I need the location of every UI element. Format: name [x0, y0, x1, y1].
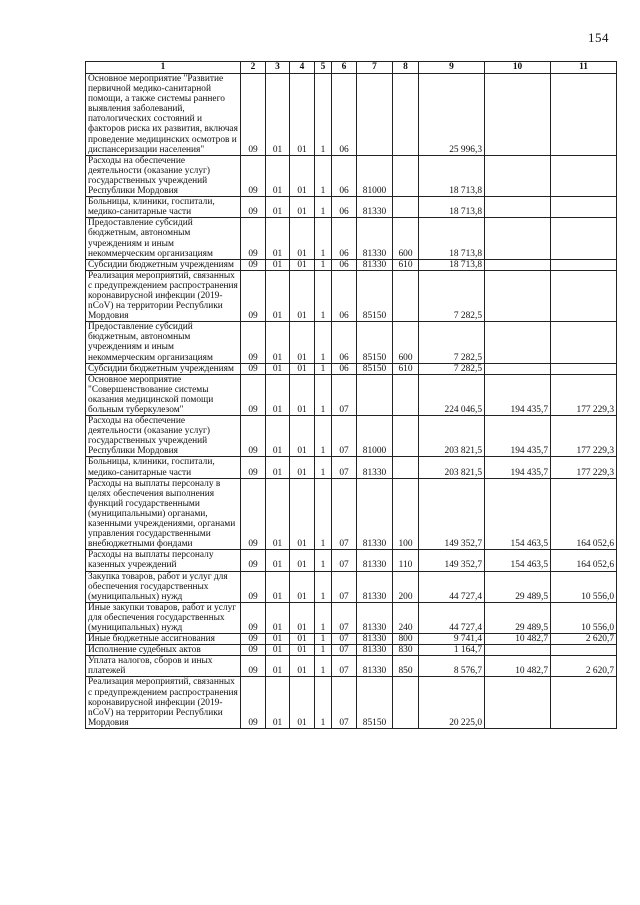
- row-name: Больницы, клиники, госпитали, медико-санитарные части: [86, 457, 241, 478]
- code-cell: 85150: [357, 322, 393, 363]
- amount-cell: 18 713,8: [419, 197, 485, 218]
- code-cell: 600: [393, 322, 419, 363]
- table-row: [86, 322, 617, 363]
- amount-cell: 18 713,8: [419, 155, 485, 196]
- amount-cell: 154 463,5: [485, 478, 551, 550]
- code-cell: 1: [315, 645, 332, 656]
- code-cell: 85150: [357, 363, 393, 374]
- code-cell: 1: [315, 602, 332, 633]
- code-cell: 01: [266, 457, 290, 478]
- amount-cell: 29 489,5: [485, 602, 551, 633]
- code-cell: 01: [290, 374, 315, 415]
- code-cell: 09: [241, 197, 266, 218]
- code-cell: [357, 374, 393, 415]
- code-cell: 81000: [357, 155, 393, 196]
- code-cell: 110: [393, 550, 419, 571]
- code-cell: 09: [241, 634, 266, 645]
- table-row: [86, 363, 617, 374]
- code-cell: 1: [315, 656, 332, 677]
- code-cell: 01: [266, 374, 290, 415]
- code-cell: 01: [290, 270, 315, 321]
- code-cell: 85150: [357, 270, 393, 321]
- row-name: Уплата налогов, сборов и иных платежей: [86, 656, 241, 677]
- code-cell: 01: [266, 270, 290, 321]
- amount-cell: 10 556,0: [551, 571, 617, 602]
- row-name: Расходы на выплаты персоналу казенных учреждений: [86, 550, 241, 571]
- code-cell: 81330: [357, 197, 393, 218]
- table-row: [86, 74, 617, 156]
- code-cell: 07: [332, 634, 357, 645]
- amount-cell: 149 352,7: [419, 550, 485, 571]
- code-cell: [393, 155, 419, 196]
- code-cell: 01: [266, 197, 290, 218]
- amount-cell: [551, 155, 617, 196]
- table-row: [86, 645, 617, 656]
- code-cell: [393, 457, 419, 478]
- row-name: Расходы на обеспечение деятельности (оказание услуг) государственных учреждений Республики Мордовия: [86, 416, 241, 457]
- table-row: [86, 634, 617, 645]
- code-cell: 800: [393, 634, 419, 645]
- col-header: 6: [332, 62, 357, 74]
- row-name: Больницы, клиники, госпитали, медико-санитарные части: [86, 197, 241, 218]
- code-cell: 09: [241, 374, 266, 415]
- amount-cell: [485, 155, 551, 196]
- amount-cell: [551, 677, 617, 728]
- amount-cell: 10 482,7: [485, 656, 551, 677]
- code-cell: 1: [315, 416, 332, 457]
- code-cell: 01: [266, 677, 290, 728]
- code-cell: 81000: [357, 416, 393, 457]
- code-cell: 01: [290, 416, 315, 457]
- amount-cell: [551, 74, 617, 156]
- code-cell: 01: [290, 571, 315, 602]
- amount-cell: 18 713,8: [419, 259, 485, 270]
- col-header: 7: [357, 62, 393, 74]
- code-cell: 07: [332, 602, 357, 633]
- code-cell: 07: [332, 645, 357, 656]
- amount-cell: 7 282,5: [419, 270, 485, 321]
- code-cell: 01: [266, 259, 290, 270]
- code-cell: 01: [266, 550, 290, 571]
- table-row: [86, 478, 617, 550]
- code-cell: 850: [393, 656, 419, 677]
- table-row: [86, 457, 617, 478]
- row-name: Реализация мероприятий, связанных с предупреждением распространения коронавирусной инфекции (2019-nCoV) на территории Республики Мордовия: [86, 270, 241, 321]
- code-cell: 01: [290, 677, 315, 728]
- code-cell: 01: [266, 363, 290, 374]
- amount-cell: 194 435,7: [485, 457, 551, 478]
- table-row: [86, 155, 617, 196]
- table-row: [86, 550, 617, 571]
- code-cell: 610: [393, 363, 419, 374]
- row-name: Реализация мероприятий, связанных с предупреждением распространения коронавирусной инфекции (2019-nCoV) на территории Республики Мордовия: [86, 677, 241, 728]
- table-row: [86, 374, 617, 415]
- code-cell: 1: [315, 322, 332, 363]
- row-name: Расходы на выплаты персоналу в целях обеспечения выполнения функций государственными (муниципальными) органами, казенными учреждениями, органами управления государственными внебюджетными фондами: [86, 478, 241, 550]
- code-cell: 1: [315, 457, 332, 478]
- amount-cell: 2 620,7: [551, 656, 617, 677]
- code-cell: 200: [393, 571, 419, 602]
- amount-cell: [551, 270, 617, 321]
- code-cell: 01: [266, 416, 290, 457]
- code-cell: 09: [241, 550, 266, 571]
- amount-cell: [485, 270, 551, 321]
- code-cell: 06: [332, 270, 357, 321]
- amount-cell: 10 556,0: [551, 602, 617, 633]
- amount-cell: [551, 363, 617, 374]
- code-cell: 01: [290, 602, 315, 633]
- code-cell: 01: [290, 155, 315, 196]
- code-cell: 07: [332, 478, 357, 550]
- row-name: Предоставление субсидий бюджетным, автономным учреждениям и иным некоммерческим организациям: [86, 322, 241, 363]
- code-cell: 1: [315, 74, 332, 156]
- col-header: 2: [241, 62, 266, 74]
- amount-cell: [485, 322, 551, 363]
- col-header: 1: [86, 62, 241, 74]
- code-cell: 01: [266, 155, 290, 196]
- code-cell: 81330: [357, 259, 393, 270]
- code-cell: 01: [290, 259, 315, 270]
- code-cell: 1: [315, 374, 332, 415]
- code-cell: 01: [290, 322, 315, 363]
- code-cell: 1: [315, 634, 332, 645]
- code-cell: 01: [266, 478, 290, 550]
- code-cell: 01: [290, 363, 315, 374]
- code-cell: 09: [241, 155, 266, 196]
- amount-cell: 164 052,6: [551, 550, 617, 571]
- code-cell: 09: [241, 656, 266, 677]
- code-cell: 600: [393, 218, 419, 259]
- code-cell: 1: [315, 363, 332, 374]
- amount-cell: 25 996,3: [419, 74, 485, 156]
- amount-cell: [485, 363, 551, 374]
- col-header: 9: [419, 62, 485, 74]
- code-cell: 09: [241, 270, 266, 321]
- budget-table: [85, 61, 617, 729]
- code-cell: 01: [290, 656, 315, 677]
- code-cell: 09: [241, 74, 266, 156]
- amount-cell: [485, 197, 551, 218]
- amount-cell: 18 713,8: [419, 218, 485, 259]
- code-cell: 85150: [357, 677, 393, 728]
- code-cell: 81330: [357, 550, 393, 571]
- code-cell: 01: [266, 645, 290, 656]
- row-name: Расходы на обеспечение деятельности (оказание услуг) государственных учреждений Республики Мордовия: [86, 155, 241, 196]
- code-cell: 01: [266, 602, 290, 633]
- amount-cell: 10 482,7: [485, 634, 551, 645]
- amount-cell: 2 620,7: [551, 634, 617, 645]
- code-cell: [393, 677, 419, 728]
- code-cell: 09: [241, 602, 266, 633]
- code-cell: [393, 197, 419, 218]
- col-header: 10: [485, 62, 551, 74]
- amount-cell: 9 741,4: [419, 634, 485, 645]
- col-header: 5: [315, 62, 332, 74]
- col-header: 4: [290, 62, 315, 74]
- amount-cell: 20 225,0: [419, 677, 485, 728]
- amount-cell: [551, 322, 617, 363]
- col-header: 3: [266, 62, 290, 74]
- amount-cell: 164 052,6: [551, 478, 617, 550]
- code-cell: 830: [393, 645, 419, 656]
- amount-cell: 8 576,7: [419, 656, 485, 677]
- code-cell: 1: [315, 677, 332, 728]
- code-cell: 09: [241, 322, 266, 363]
- amount-cell: [485, 218, 551, 259]
- amount-cell: 44 727,4: [419, 602, 485, 633]
- table-header-row: [86, 62, 617, 74]
- row-name: Закупка товаров, работ и услуг для обеспечения государственных (муниципальных) нужд: [86, 571, 241, 602]
- row-name: Субсидии бюджетным учреждениям: [86, 363, 241, 374]
- code-cell: 09: [241, 259, 266, 270]
- code-cell: 81330: [357, 571, 393, 602]
- amount-cell: 1 164,7: [419, 645, 485, 656]
- code-cell: 07: [332, 416, 357, 457]
- table-row: [86, 677, 617, 728]
- amount-cell: 177 229,3: [551, 374, 617, 415]
- code-cell: 1: [315, 155, 332, 196]
- amount-cell: [551, 259, 617, 270]
- code-cell: 01: [266, 656, 290, 677]
- col-header: 8: [393, 62, 419, 74]
- code-cell: 1: [315, 478, 332, 550]
- code-cell: 81330: [357, 634, 393, 645]
- code-cell: 07: [332, 374, 357, 415]
- amount-cell: 194 435,7: [485, 374, 551, 415]
- amount-cell: 203 821,5: [419, 457, 485, 478]
- amount-cell: [485, 259, 551, 270]
- code-cell: [393, 270, 419, 321]
- col-header: 11: [551, 62, 617, 74]
- table-row: [86, 218, 617, 259]
- table-row: [86, 416, 617, 457]
- row-name: Основное мероприятие "Совершенствование системы оказания медицинской помощи больным туберкулезом": [86, 374, 241, 415]
- code-cell: 09: [241, 457, 266, 478]
- code-cell: 01: [290, 74, 315, 156]
- amount-cell: 44 727,4: [419, 571, 485, 602]
- row-name: Предоставление субсидий бюджетным, автономным учреждениям и иным некоммерческим организациям: [86, 218, 241, 259]
- table-row: [86, 656, 617, 677]
- table-body: [86, 74, 617, 729]
- code-cell: 06: [332, 197, 357, 218]
- amount-cell: 203 821,5: [419, 416, 485, 457]
- code-cell: [393, 374, 419, 415]
- code-cell: 01: [290, 457, 315, 478]
- code-cell: 09: [241, 645, 266, 656]
- code-cell: 1: [315, 550, 332, 571]
- amount-cell: [485, 677, 551, 728]
- code-cell: 610: [393, 259, 419, 270]
- code-cell: 81330: [357, 478, 393, 550]
- row-name: Субсидии бюджетным учреждениям: [86, 259, 241, 270]
- amount-cell: [551, 645, 617, 656]
- code-cell: 1: [315, 259, 332, 270]
- amount-cell: 177 229,3: [551, 457, 617, 478]
- row-name: Исполнение судебных актов: [86, 645, 241, 656]
- code-cell: 09: [241, 571, 266, 602]
- code-cell: 09: [241, 363, 266, 374]
- code-cell: 07: [332, 571, 357, 602]
- code-cell: 06: [332, 155, 357, 196]
- code-cell: 07: [332, 656, 357, 677]
- table-row: [86, 571, 617, 602]
- amount-cell: 154 463,5: [485, 550, 551, 571]
- code-cell: 01: [266, 571, 290, 602]
- code-cell: 81330: [357, 645, 393, 656]
- amount-cell: 224 046,5: [419, 374, 485, 415]
- table-row: [86, 602, 617, 633]
- code-cell: 06: [332, 363, 357, 374]
- row-name: Иные бюджетные ассигнования: [86, 634, 241, 645]
- amount-cell: [551, 197, 617, 218]
- code-cell: 81330: [357, 457, 393, 478]
- code-cell: [393, 74, 419, 156]
- code-cell: 01: [290, 478, 315, 550]
- code-cell: 81330: [357, 602, 393, 633]
- row-name: Иные закупки товаров, работ и услуг для обеспечения государственных (муниципальных) нужд: [86, 602, 241, 633]
- code-cell: 81330: [357, 656, 393, 677]
- code-cell: 01: [290, 634, 315, 645]
- code-cell: [393, 416, 419, 457]
- code-cell: 06: [332, 259, 357, 270]
- code-cell: 01: [266, 74, 290, 156]
- code-cell: 07: [332, 677, 357, 728]
- code-cell: 06: [332, 218, 357, 259]
- amount-cell: 149 352,7: [419, 478, 485, 550]
- amount-cell: 7 282,5: [419, 322, 485, 363]
- code-cell: 09: [241, 478, 266, 550]
- amount-cell: 29 489,5: [485, 571, 551, 602]
- code-cell: 07: [332, 550, 357, 571]
- amount-cell: 194 435,7: [485, 416, 551, 457]
- code-cell: 01: [266, 634, 290, 645]
- code-cell: 01: [290, 197, 315, 218]
- amount-cell: 177 229,3: [551, 416, 617, 457]
- row-name: Основное мероприятие "Развитие первичной медико-санитарной помощи, а также системы раннего выявления заболеваний, патологических состояний и факторов риска их развития, включая проведение медицинских осмотров и диспансеризации населения": [86, 74, 241, 156]
- code-cell: 240: [393, 602, 419, 633]
- code-cell: 1: [315, 571, 332, 602]
- code-cell: 01: [290, 218, 315, 259]
- code-cell: 01: [266, 322, 290, 363]
- code-cell: 100: [393, 478, 419, 550]
- amount-cell: [551, 218, 617, 259]
- code-cell: 81330: [357, 218, 393, 259]
- code-cell: 06: [332, 74, 357, 156]
- amount-cell: 7 282,5: [419, 363, 485, 374]
- table-row: [86, 270, 617, 321]
- code-cell: 07: [332, 457, 357, 478]
- code-cell: 1: [315, 270, 332, 321]
- code-cell: 1: [315, 218, 332, 259]
- code-cell: 09: [241, 218, 266, 259]
- code-cell: 09: [241, 677, 266, 728]
- table-row: [86, 259, 617, 270]
- table-row: [86, 197, 617, 218]
- code-cell: 1: [315, 197, 332, 218]
- amount-cell: [485, 74, 551, 156]
- code-cell: 01: [290, 550, 315, 571]
- code-cell: 09: [241, 416, 266, 457]
- page-number: 154: [588, 30, 609, 45]
- code-cell: 01: [266, 218, 290, 259]
- code-cell: 01: [290, 645, 315, 656]
- code-cell: 06: [332, 322, 357, 363]
- code-cell: [357, 74, 393, 156]
- amount-cell: [485, 645, 551, 656]
